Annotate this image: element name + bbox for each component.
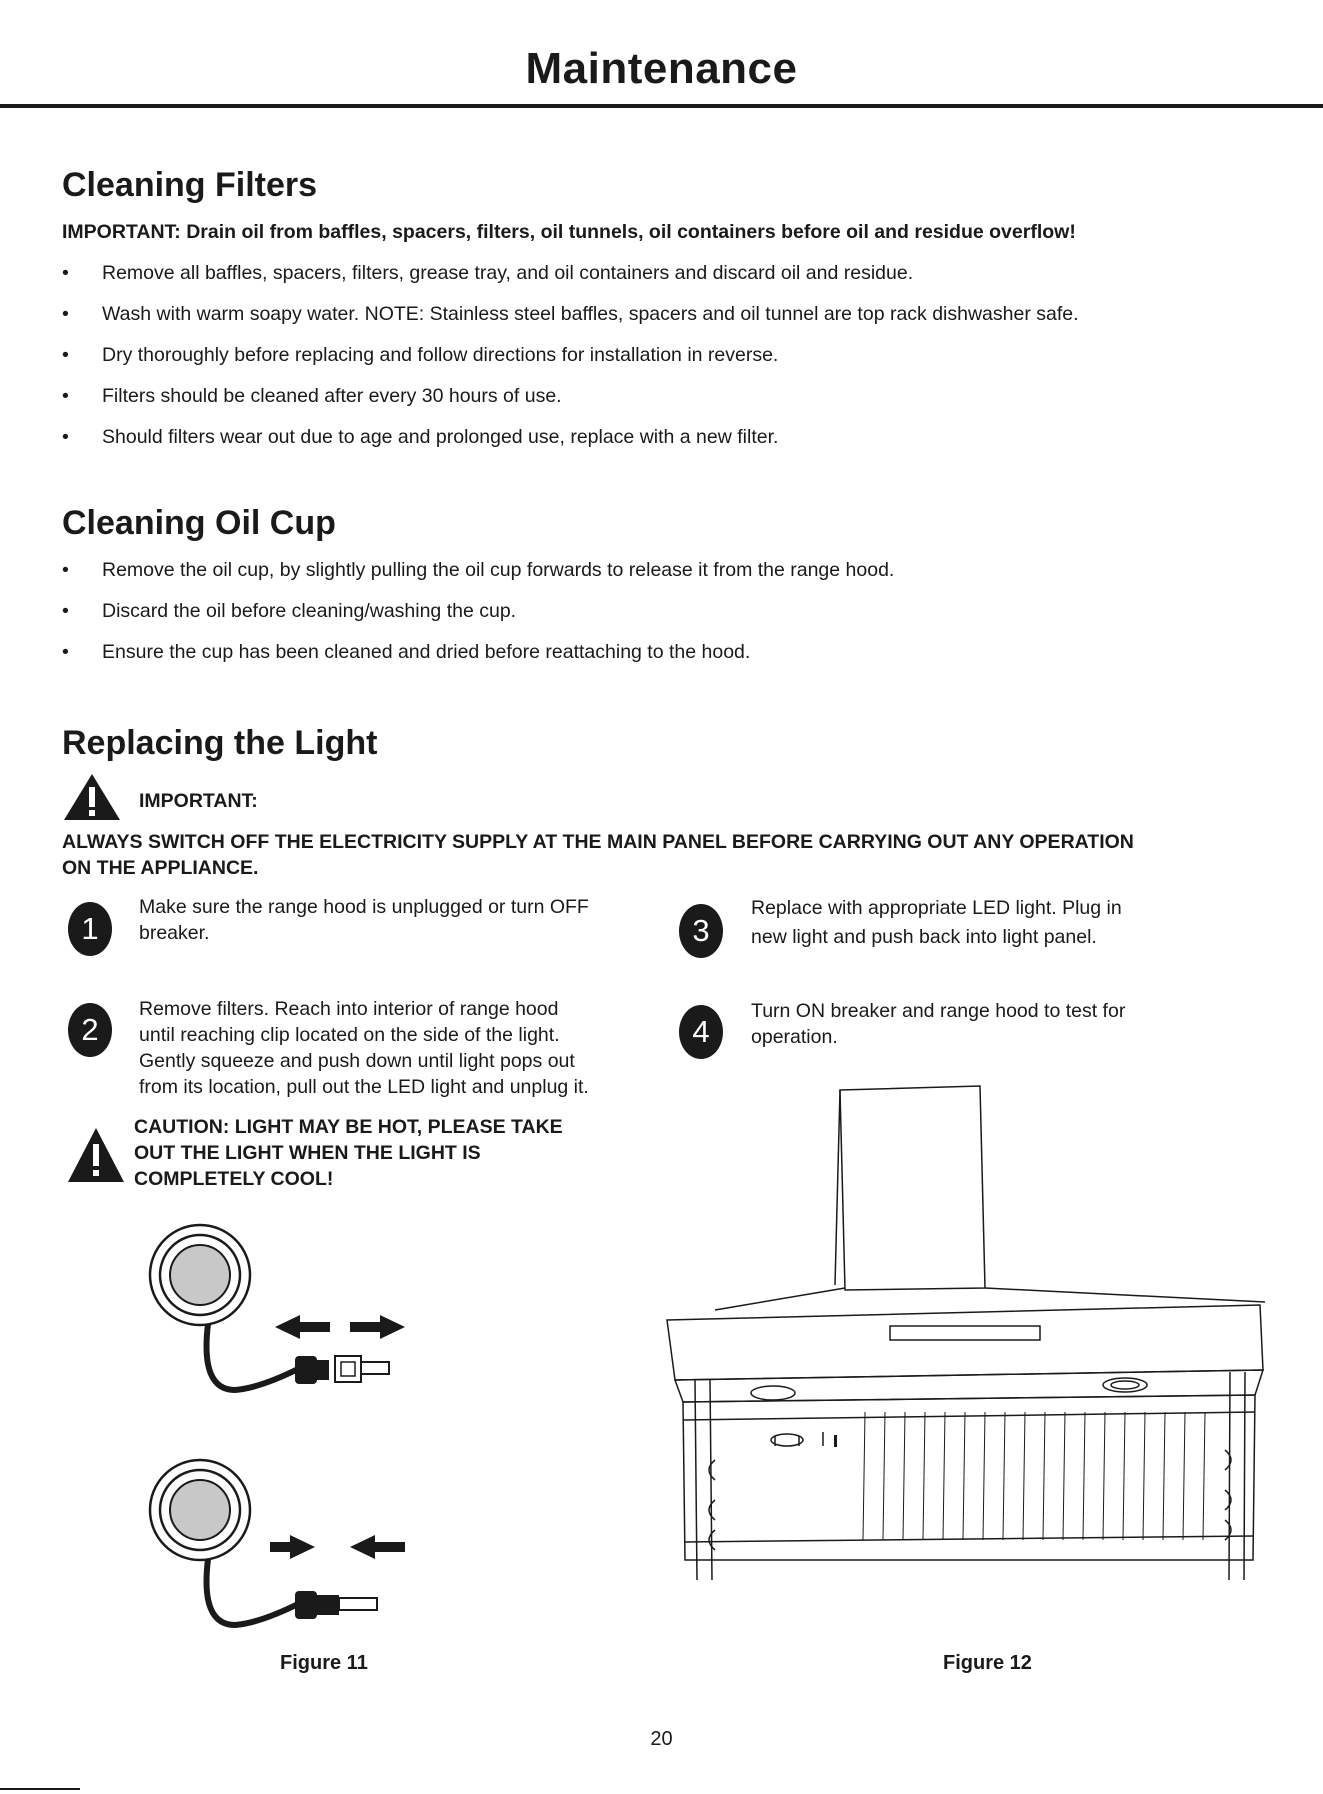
list-item: • Dry thoroughly before replacing and follow directions for installation in reverse. — [62, 344, 779, 366]
caution-note: CAUTION: LIGHT MAY BE HOT, PLEASE TAKE OUT THE LIGHT WHEN THE LIGHT IS COMPLETELY COOL! — [134, 1116, 563, 1190]
bullet-icon: • — [62, 385, 69, 407]
figure-11-caption: Figure 11 — [280, 1652, 368, 1674]
title-divider — [0, 104, 1323, 108]
bullet-icon: • — [62, 641, 69, 663]
electricity-warning-line-1: ALWAYS SWITCH OFF THE ELECTRICITY SUPPLY AT THE MAIN PANEL BEFORE CARRYING OUT ANY OPERATION — [62, 831, 1134, 853]
section-heading-light: Replacing the Light — [62, 724, 378, 762]
led-light-disconnected — [150, 1225, 405, 1390]
bullet-icon: • — [62, 262, 69, 284]
bullet-icon: • — [62, 344, 69, 366]
figure-12-illustration — [655, 1080, 1275, 1620]
bullet-icon: • — [62, 426, 69, 448]
electricity-warning-line-2: ON THE APPLIANCE. — [62, 857, 259, 879]
list-item: • Filters should be cleaned after every 30 hours of use. — [62, 385, 562, 407]
bullet-icon: • — [62, 559, 69, 581]
list-item: • Remove the oil cup, by slightly pulling the oil cup forwards to release it from the range hood. — [62, 559, 895, 581]
step-3-text: Replace with appropriate LED light. Plug in new light and push back into light panel. — [751, 897, 1122, 948]
step-number-1: 1 — [68, 902, 112, 956]
range-hood-drawing — [667, 1086, 1265, 1580]
step-number-2: 2 — [68, 1003, 112, 1057]
arrow-down-icon — [834, 1435, 837, 1447]
list-item: • Should filters wear out due to age and prolonged use, replace with a new filter. — [62, 426, 779, 448]
led-light-connected — [150, 1460, 405, 1625]
list-item: • Remove all baffles, spacers, filters, grease tray, and oil containers and discard oil and residue. — [62, 262, 914, 284]
list-item: • Ensure the cup has been cleaned and dried before reattaching to the hood. — [62, 641, 751, 663]
warning-triangle-icon — [62, 772, 122, 822]
step-4-text: Turn ON breaker and range hood to test for operation. — [751, 1000, 1126, 1048]
figure-12-caption: Figure 12 — [943, 1652, 1032, 1674]
page-title: Maintenance — [525, 44, 798, 93]
list-item: • Discard the oil before cleaning/washing the cup. — [62, 600, 517, 622]
step-number-4: 4 — [679, 1005, 723, 1059]
list-item: • Wash with warm soapy water. NOTE: Stainless steel baffles, spacers and oil tunnel are top rack dishwasher safe. — [62, 303, 1079, 325]
warning-triangle-icon — [66, 1126, 126, 1184]
section-heading-oil-cup: Cleaning Oil Cup — [62, 504, 336, 542]
step-1-text: Make sure the range hood is unplugged or turn OFF breaker. — [139, 896, 589, 944]
step-number-3: 3 — [679, 904, 723, 958]
corner-rule — [0, 1788, 80, 1790]
section-heading-filters: Cleaning Filters — [62, 166, 318, 204]
filters-important-note: IMPORTANT: Drain oil from baffles, spacers, filters, oil tunnels, oil containers before oil and residue overflow! — [62, 221, 1076, 243]
important-label: IMPORTANT: — [139, 790, 258, 812]
step-2-text: Remove filters. Reach into interior of range hood until reaching clip located on the side of the light. Gently squeeze and push down until light pops out from its location, pull out the LED light and unplug it. — [139, 998, 589, 1098]
bullet-icon: • — [62, 600, 69, 622]
page-number: 20 — [650, 1728, 673, 1750]
bullet-icon: • — [62, 303, 69, 325]
figure-11-illustration — [140, 1220, 440, 1640]
